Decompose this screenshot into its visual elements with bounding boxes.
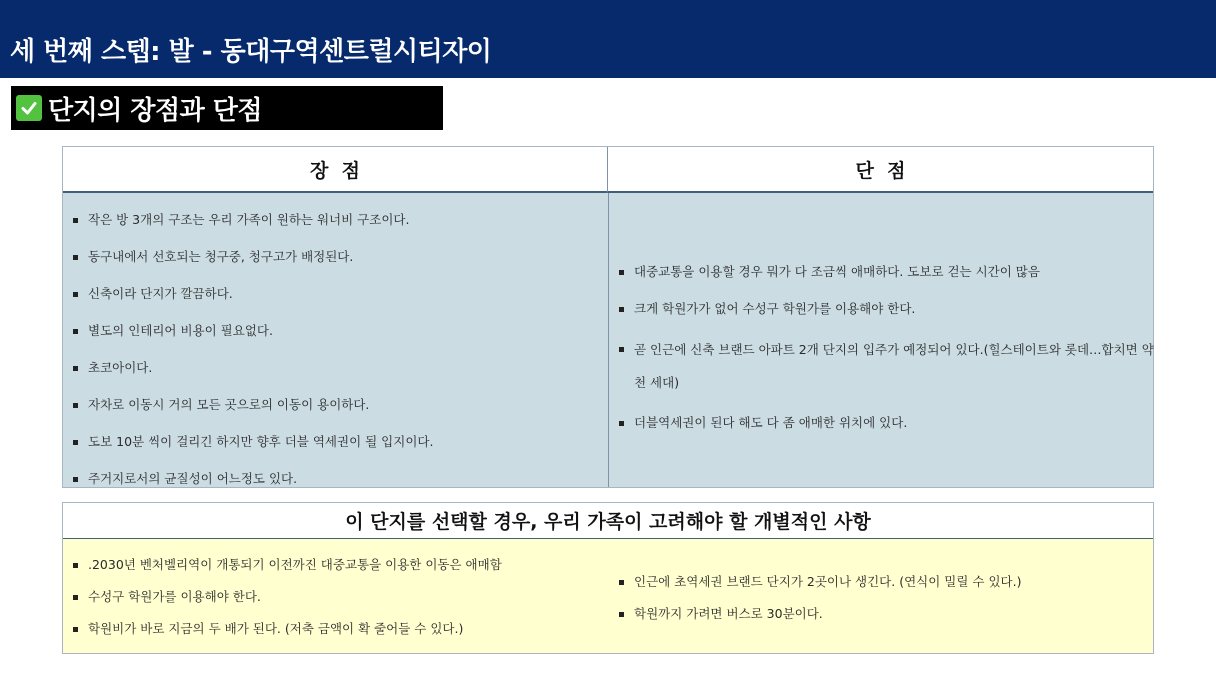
consideration-item: 인근에 초역세권 브랜드 단지가 2곳이나 생긴다. (연식이 밀릴 수 있다.) bbox=[618, 570, 1021, 602]
considerations-header: 이 단지를 선택할 경우, 우리 가족이 고려해야 할 개별적인 사항 bbox=[63, 503, 1153, 539]
considerations-left-list bbox=[72, 553, 502, 649]
consideration-item: 수성구 학원가를 이용해야 한다. bbox=[72, 585, 502, 617]
pros-item: 자차로 이동시 거의 모든 곳으로의 이동이 용이하다. bbox=[72, 392, 433, 429]
considerations-box bbox=[62, 502, 1154, 654]
consideration-item: 학원까지 가려면 버스로 30분이다. bbox=[618, 602, 1021, 634]
cons-header: 단 점 bbox=[608, 147, 1153, 193]
pros-item: 초코아이다. bbox=[72, 355, 433, 392]
pros-item: 작은 방 3개의 구조는 우리 가족이 원하는 워너비 구조이다. bbox=[72, 207, 433, 244]
cons-list bbox=[618, 259, 1159, 447]
column-divider bbox=[608, 193, 609, 487]
pros-item: 주거지로서의 균질성이 어느정도 있다. bbox=[72, 466, 433, 503]
pros-cons-table bbox=[62, 146, 1154, 488]
considerations-right-list bbox=[618, 570, 1021, 634]
pros-list bbox=[72, 207, 433, 503]
cons-item: 대중교통을 이용할 경우 뭐가 다 조금씩 애매하다. 도보로 걷는 시간이 많음 bbox=[618, 259, 1159, 285]
pros-item: 별도의 인테리어 비용이 필요없다. bbox=[72, 318, 433, 355]
section-heading-text: 단지의 장점과 단점 bbox=[48, 95, 263, 126]
pros-item: 동구내에서 선호되는 청구중, 청구고가 배정된다. bbox=[72, 244, 433, 281]
cons-item: 더블역세권이 된다 해도 다 좀 애매한 위치에 있다. bbox=[618, 410, 1159, 436]
page-title: 세 번째 스텝: 발 - 동대구역센트럴시티자이 bbox=[10, 37, 492, 67]
section-heading bbox=[11, 86, 443, 130]
consideration-item: .2030년 벤처벨리역이 개통되기 이전까진 대중교통을 이용한 이동은 애매함 bbox=[72, 553, 502, 585]
title-bar bbox=[0, 0, 1216, 78]
pros-item: 도보 10분 씩이 걸리긴 하지만 향후 더블 역세권이 될 입지이다. bbox=[72, 429, 433, 466]
consideration-item: 학원비가 바로 지금의 두 배가 된다. (저축 금액이 확 줄어들 수 있다.) bbox=[72, 617, 502, 649]
pros-item: 신축이라 단지가 깔끔하다. bbox=[72, 281, 433, 318]
cons-item: 곧 인근에 신축 브랜드 아파트 2개 단지의 입주가 예정되어 있다.(힐스테이트와 롯데…합치면 약 천 세대) bbox=[618, 333, 1159, 399]
checkmark-icon bbox=[16, 95, 42, 121]
cons-item: 크게 학원가가 없어 수성구 학원가를 이용해야 한다. bbox=[618, 296, 1159, 322]
pros-header: 장 점 bbox=[63, 147, 608, 193]
